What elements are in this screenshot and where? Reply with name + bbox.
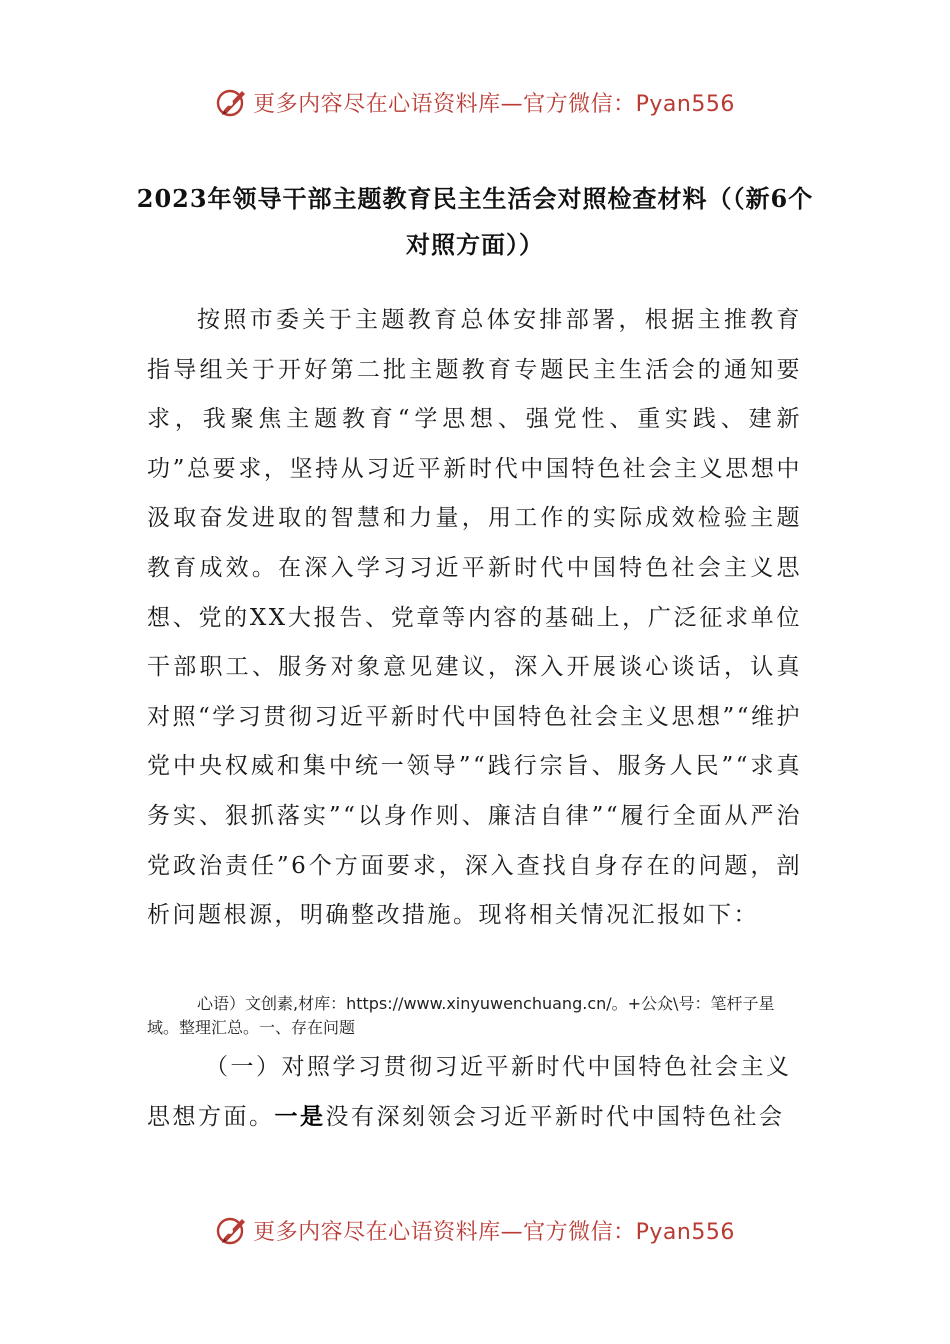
intro-paragraph: 按照市委关于主题教育总体安排部署，根据主推教育指导组关于开好第二批主题教育专题民主生活会的通知要求，我聚焦主题教育“学思想、强党性、重实践、建新功”总要求，坚持从习近平新时代中国特色社会主义思想中汲取奋发进取的智慧和力量，用工作的实际成效检验主题教育成效。在深入学习习近平新时代中国特色社会主义思想、党的XX大报告、党章等内容的基础上，广泛征求单位干部职工、服务对象意见建议，深入开展谈心谈话，认真对照“学习贯彻习近平新时代中国特色社会主义思想”“维护党中央权威和集中统一领导”“践行宗旨、服务人民”“求真务实、狠抓落实”“以身作则、廉洁自律”“履行全面从严治党政治责任”6个方面要求，深入查找自身存在的问题，剖析问题根源，明确整改措施。现将相关情况汇报如下： (147, 307, 802, 929)
section-1-lead: 一是 (274, 1103, 326, 1130)
pen-logo-icon (215, 1213, 249, 1247)
section-1-heading: （一）对照学习贯彻习近平新时代中国特色社会主义思想方面。 (147, 1054, 792, 1130)
source-note: 心语）文创素,材库：https://www.xinyuwenchuang.cn/。+公众\号：笔杆子星域。整理汇总。一、存在问题 (147, 994, 775, 1037)
document-title: 2023年领导干部主题教育民主生活会对照检查材料（（新6个对照方面）） (136, 184, 814, 259)
banner-text: 更多内容尽在心语资料库—官方微信：Pyan556 (253, 91, 735, 117)
pen-logo-icon (215, 85, 249, 119)
footer-banner (0, 1208, 950, 1252)
section-1-paragraph (147, 1043, 802, 1142)
header-banner (0, 80, 950, 124)
section-1-text: 没有深刻领会习近平新时代中国特色社会 (325, 1104, 785, 1130)
banner-text: 更多内容尽在心语资料库—官方微信：Pyan556 (253, 1219, 735, 1245)
